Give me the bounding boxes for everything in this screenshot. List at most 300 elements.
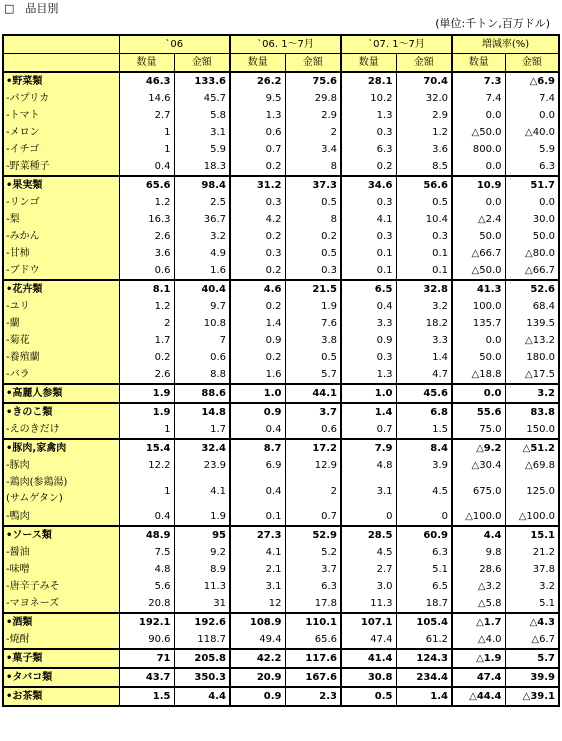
value-cell: 1 <box>119 421 174 439</box>
row-label: -醤油 <box>3 544 119 561</box>
value-cell: 1.4 <box>341 403 396 421</box>
item-row <box>3 349 559 366</box>
value-cell: 1.2 <box>119 298 174 315</box>
value-cell: 0.2 <box>230 349 285 366</box>
value-cell: 16.3 <box>119 211 174 228</box>
value-cell: 192.6 <box>174 613 230 631</box>
row-label: -パプリカ <box>3 90 119 107</box>
value-cell: 675.0 <box>452 474 505 508</box>
value-cell: 1.7 <box>119 332 174 349</box>
value-cell: 8.4 <box>396 439 452 457</box>
value-cell: 10.2 <box>341 90 396 107</box>
value-cell: 3.3 <box>396 332 452 349</box>
value-cell: 47.4 <box>341 631 396 649</box>
value-cell: 2.9 <box>396 107 452 124</box>
value-cell: 17.2 <box>285 439 341 457</box>
header-amt: 金額 <box>396 54 452 73</box>
row-label: •豚肉,家禽肉 <box>3 439 119 457</box>
value-cell: 11.3 <box>174 578 230 595</box>
value-cell: 1.9 <box>285 298 341 315</box>
row-label-line: (サムゲタン) <box>6 493 63 504</box>
value-cell: 5.9 <box>505 141 559 158</box>
value-cell: 3.6 <box>119 245 174 262</box>
value-cell: 0.2 <box>230 298 285 315</box>
category-row <box>3 526 559 544</box>
value-cell: 0.4 <box>230 474 285 508</box>
value-cell: 39.9 <box>505 668 559 687</box>
value-cell: 4.5 <box>396 474 452 508</box>
header-qty: 数量 <box>230 54 285 73</box>
value-cell: 0.5 <box>396 194 452 211</box>
value-cell: 18.2 <box>396 315 452 332</box>
row-label: •タバコ類 <box>3 668 119 687</box>
item-row <box>3 508 559 526</box>
row-label: •酒類 <box>3 613 119 631</box>
header-blank <box>3 35 119 54</box>
value-cell: 5.8 <box>174 107 230 124</box>
value-cell: 2.6 <box>119 228 174 245</box>
value-cell: 1.5 <box>119 687 174 706</box>
value-cell: 48.9 <box>119 526 174 544</box>
value-cell: 5.1 <box>505 595 559 613</box>
value-cell: 8.9 <box>174 561 230 578</box>
value-cell: 105.4 <box>396 613 452 631</box>
value-cell: 12 <box>230 595 285 613</box>
product-table <box>2 34 560 707</box>
value-cell: 0.6 <box>285 421 341 439</box>
category-row <box>3 72 559 90</box>
value-cell: 0.0 <box>452 158 505 176</box>
value-cell: 30.0 <box>505 211 559 228</box>
value-cell: 0.3 <box>341 228 396 245</box>
value-cell: △1.9 <box>452 649 505 668</box>
item-row <box>3 107 559 124</box>
value-cell: 98.4 <box>174 176 230 194</box>
header-qty: 数量 <box>119 54 174 73</box>
value-cell: 4.8 <box>341 457 396 474</box>
header-amt: 金額 <box>505 54 559 73</box>
value-cell: 51.7 <box>505 176 559 194</box>
item-row <box>3 332 559 349</box>
value-cell: 3.2 <box>505 384 559 403</box>
value-cell: 90.6 <box>119 631 174 649</box>
value-cell: 28.5 <box>341 526 396 544</box>
value-cell: 1 <box>119 141 174 158</box>
category-row <box>3 403 559 421</box>
value-cell: 8.7 <box>230 439 285 457</box>
item-row <box>3 421 559 439</box>
value-cell: 8.8 <box>174 366 230 384</box>
value-cell: 0.2 <box>230 228 285 245</box>
value-cell: 41.4 <box>341 649 396 668</box>
item-row <box>3 228 559 245</box>
value-cell: 2 <box>119 315 174 332</box>
item-row <box>3 578 559 595</box>
value-cell: 3.2 <box>396 298 452 315</box>
value-cell: 88.6 <box>174 384 230 403</box>
value-cell: 41.3 <box>452 280 505 298</box>
value-cell: 6.5 <box>396 578 452 595</box>
value-cell: △13.2 <box>505 332 559 349</box>
value-cell: 3.9 <box>396 457 452 474</box>
value-cell: 3.6 <box>396 141 452 158</box>
value-cell: 3.7 <box>285 561 341 578</box>
value-cell: 0.1 <box>396 245 452 262</box>
row-label: -メロン <box>3 124 119 141</box>
value-cell: 1.4 <box>396 687 452 706</box>
category-row <box>3 280 559 298</box>
value-cell: 6.8 <box>396 403 452 421</box>
item-row <box>3 315 559 332</box>
value-cell: 55.6 <box>452 403 505 421</box>
value-cell: 9.2 <box>174 544 230 561</box>
value-cell: 1.0 <box>230 384 285 403</box>
value-cell: 2.9 <box>285 107 341 124</box>
value-cell: 0.0 <box>452 384 505 403</box>
value-cell: 5.9 <box>174 141 230 158</box>
value-cell: 7.4 <box>505 90 559 107</box>
value-cell: 65.6 <box>285 631 341 649</box>
row-label: •果実類 <box>3 176 119 194</box>
value-cell: 1.6 <box>174 262 230 280</box>
value-cell: 7.6 <box>285 315 341 332</box>
value-cell: 10.8 <box>174 315 230 332</box>
value-cell: 42.2 <box>230 649 285 668</box>
value-cell: 83.8 <box>505 403 559 421</box>
value-cell: 150.0 <box>505 421 559 439</box>
value-cell: 6.3 <box>341 141 396 158</box>
value-cell: 0.3 <box>285 262 341 280</box>
header-period-2007-jan-jul: `07. 1～7月 <box>341 35 452 54</box>
value-cell: 3.8 <box>285 332 341 349</box>
value-cell: 2.5 <box>174 194 230 211</box>
value-cell: 2.1 <box>230 561 285 578</box>
value-cell: 100.0 <box>452 298 505 315</box>
category-row <box>3 439 559 457</box>
row-label: -養殖蘭 <box>3 349 119 366</box>
value-cell: 139.5 <box>505 315 559 332</box>
value-cell: 15.1 <box>505 526 559 544</box>
value-cell: 0.2 <box>230 158 285 176</box>
value-cell: 32.4 <box>174 439 230 457</box>
value-cell: 29.8 <box>285 90 341 107</box>
value-cell: 49.4 <box>230 631 285 649</box>
category-row <box>3 613 559 631</box>
item-row <box>3 366 559 384</box>
value-cell: 50.0 <box>452 228 505 245</box>
value-cell: 70.4 <box>396 72 452 90</box>
header-qty: 数量 <box>452 54 505 73</box>
value-cell: 2.7 <box>341 561 396 578</box>
value-cell: 4.5 <box>341 544 396 561</box>
value-cell: 3.7 <box>285 403 341 421</box>
header-row-periods <box>3 35 559 54</box>
value-cell: 61.2 <box>396 631 452 649</box>
value-cell: △4.0 <box>452 631 505 649</box>
row-label: -みかん <box>3 228 119 245</box>
value-cell: 0.7 <box>230 141 285 158</box>
value-cell: 32.8 <box>396 280 452 298</box>
value-cell: 3.1 <box>230 578 285 595</box>
value-cell: 68.4 <box>505 298 559 315</box>
row-label: •菓子類 <box>3 649 119 668</box>
value-cell: 5.7 <box>285 366 341 384</box>
value-cell: 0.9 <box>230 332 285 349</box>
value-cell: 1.2 <box>119 194 174 211</box>
value-cell: 10.4 <box>396 211 452 228</box>
value-cell: 4.8 <box>119 561 174 578</box>
value-cell: 0.1 <box>341 245 396 262</box>
value-cell: 45.7 <box>174 90 230 107</box>
value-cell: 0.5 <box>341 687 396 706</box>
value-cell: 0.5 <box>285 245 341 262</box>
value-cell: 192.1 <box>119 613 174 631</box>
value-cell: 180.0 <box>505 349 559 366</box>
value-cell: 9.8 <box>452 544 505 561</box>
header-period-2006-jan-jul: `06. 1～7月 <box>230 35 341 54</box>
item-row <box>3 262 559 280</box>
row-label: -ユリ <box>3 298 119 315</box>
value-cell: 50.0 <box>505 228 559 245</box>
row-label: -菊花 <box>3 332 119 349</box>
value-cell: △50.0 <box>452 124 505 141</box>
row-label: -ブドウ <box>3 262 119 280</box>
value-cell: 0.3 <box>341 194 396 211</box>
value-cell: 1 <box>119 124 174 141</box>
value-cell: 7.4 <box>452 90 505 107</box>
category-row <box>3 649 559 668</box>
value-cell: 15.4 <box>119 439 174 457</box>
value-cell: 36.7 <box>174 211 230 228</box>
value-cell: 0.2 <box>341 158 396 176</box>
value-cell: 4.4 <box>174 687 230 706</box>
item-row <box>3 544 559 561</box>
value-cell: 4.4 <box>452 526 505 544</box>
value-cell: 0.2 <box>285 228 341 245</box>
value-cell: 1.3 <box>341 366 396 384</box>
value-cell: 2 <box>285 474 341 508</box>
header-row-measures <box>3 54 559 73</box>
value-cell: 37.3 <box>285 176 341 194</box>
value-cell: 71 <box>119 649 174 668</box>
value-cell: 4.9 <box>174 245 230 262</box>
row-label: -えのきだけ <box>3 421 119 439</box>
value-cell: 2 <box>285 124 341 141</box>
value-cell: 46.3 <box>119 72 174 90</box>
value-cell: △1.7 <box>452 613 505 631</box>
row-label: -梨 <box>3 211 119 228</box>
item-row <box>3 245 559 262</box>
value-cell: 1.0 <box>341 384 396 403</box>
value-cell: 7.9 <box>341 439 396 457</box>
value-cell: 0.0 <box>452 194 505 211</box>
value-cell: 4.7 <box>396 366 452 384</box>
item-row <box>3 298 559 315</box>
value-cell: 117.6 <box>285 649 341 668</box>
value-cell: 3.1 <box>341 474 396 508</box>
value-cell: △17.5 <box>505 366 559 384</box>
value-cell: 0.1 <box>396 262 452 280</box>
value-cell: 1.2 <box>396 124 452 141</box>
value-cell: 0.6 <box>230 124 285 141</box>
item-row <box>3 631 559 649</box>
value-cell: 8 <box>285 158 341 176</box>
value-cell: 4.6 <box>230 280 285 298</box>
section-title: □ 品目別 <box>4 2 59 15</box>
header-amt: 金額 <box>285 54 341 73</box>
value-cell: 5.2 <box>285 544 341 561</box>
row-label: -トマト <box>3 107 119 124</box>
value-cell: 0.4 <box>230 421 285 439</box>
value-cell: 3.2 <box>174 228 230 245</box>
row-label: -鴨肉 <box>3 508 119 526</box>
value-cell: 0.9 <box>230 687 285 706</box>
value-cell: 18.3 <box>174 158 230 176</box>
row-label: -野菜種子 <box>3 158 119 176</box>
value-cell: 50.0 <box>452 349 505 366</box>
value-cell: 800.0 <box>452 141 505 158</box>
unit-note: (単位:千トン,百万ドル) <box>435 17 550 30</box>
item-row <box>3 595 559 613</box>
value-cell: 1.3 <box>341 107 396 124</box>
value-cell: 6.3 <box>505 158 559 176</box>
item-row <box>3 90 559 107</box>
row-label: -リンゴ <box>3 194 119 211</box>
value-cell: 1.4 <box>230 315 285 332</box>
value-cell: 1.6 <box>230 366 285 384</box>
value-cell: 9.5 <box>230 90 285 107</box>
item-row <box>3 457 559 474</box>
value-cell: 65.6 <box>119 176 174 194</box>
value-cell: 21.5 <box>285 280 341 298</box>
value-cell: 52.6 <box>505 280 559 298</box>
value-cell: 3.1 <box>174 124 230 141</box>
item-row <box>3 474 559 508</box>
item-row <box>3 141 559 158</box>
value-cell: 12.2 <box>119 457 174 474</box>
value-cell: 20.9 <box>230 668 285 687</box>
value-cell: 14.8 <box>174 403 230 421</box>
item-row <box>3 211 559 228</box>
value-cell: 7 <box>174 332 230 349</box>
value-cell: △66.7 <box>505 262 559 280</box>
value-cell: △66.7 <box>452 245 505 262</box>
value-cell: 34.6 <box>341 176 396 194</box>
value-cell: 0.2 <box>119 349 174 366</box>
row-label: •花卉類 <box>3 280 119 298</box>
value-cell: 0.0 <box>505 194 559 211</box>
value-cell: △40.0 <box>505 124 559 141</box>
value-cell: 31.2 <box>230 176 285 194</box>
value-cell: 5.6 <box>119 578 174 595</box>
value-cell: △50.0 <box>452 262 505 280</box>
value-cell: 47.4 <box>452 668 505 687</box>
header-blank <box>3 54 119 73</box>
value-cell: 10.9 <box>452 176 505 194</box>
value-cell: △100.0 <box>505 508 559 526</box>
value-cell: 0.3 <box>230 194 285 211</box>
value-cell: △6.9 <box>505 72 559 90</box>
value-cell: △9.2 <box>452 439 505 457</box>
row-label: •きのこ類 <box>3 403 119 421</box>
row-label <box>3 474 119 508</box>
category-row <box>3 687 559 706</box>
table-body <box>3 35 559 706</box>
value-cell: △51.2 <box>505 439 559 457</box>
value-cell: 3.0 <box>341 578 396 595</box>
value-cell: 0.1 <box>341 262 396 280</box>
value-cell: 23.9 <box>174 457 230 474</box>
value-cell: 8.1 <box>119 280 174 298</box>
value-cell: 2.7 <box>119 107 174 124</box>
value-cell: 135.7 <box>452 315 505 332</box>
value-cell: △100.0 <box>452 508 505 526</box>
value-cell: △4.3 <box>505 613 559 631</box>
value-cell: 95 <box>174 526 230 544</box>
row-label: -唐辛子みそ <box>3 578 119 595</box>
value-cell: 8 <box>285 211 341 228</box>
value-cell: △18.8 <box>452 366 505 384</box>
value-cell: 0.6 <box>174 349 230 366</box>
value-cell: 6.9 <box>230 457 285 474</box>
value-cell: 28.1 <box>341 72 396 90</box>
item-row <box>3 561 559 578</box>
value-cell: 0.4 <box>341 298 396 315</box>
value-cell: △80.0 <box>505 245 559 262</box>
value-cell: 8.5 <box>396 158 452 176</box>
value-cell: 5.1 <box>396 561 452 578</box>
value-cell: 0.3 <box>230 245 285 262</box>
value-cell: 0.7 <box>341 421 396 439</box>
value-cell: △3.2 <box>452 578 505 595</box>
value-cell: 43.7 <box>119 668 174 687</box>
value-cell: 17.8 <box>285 595 341 613</box>
value-cell: 37.8 <box>505 561 559 578</box>
item-row <box>3 124 559 141</box>
category-row <box>3 384 559 403</box>
value-cell: △6.7 <box>505 631 559 649</box>
row-label: •高麗人参類 <box>3 384 119 403</box>
row-label: -甘柿 <box>3 245 119 262</box>
row-label: -焼酎 <box>3 631 119 649</box>
value-cell: 3.2 <box>505 578 559 595</box>
value-cell: 0.6 <box>119 262 174 280</box>
header-qty: 数量 <box>341 54 396 73</box>
value-cell: 110.1 <box>285 613 341 631</box>
value-cell: 0.9 <box>230 403 285 421</box>
value-cell: 1.3 <box>230 107 285 124</box>
value-cell: 133.6 <box>174 72 230 90</box>
value-cell: 1.9 <box>174 508 230 526</box>
value-cell: 30.8 <box>341 668 396 687</box>
value-cell: 1.7 <box>174 421 230 439</box>
value-cell: 6.3 <box>285 578 341 595</box>
value-cell: 0.2 <box>230 262 285 280</box>
value-cell: 118.7 <box>174 631 230 649</box>
value-cell: 1.9 <box>119 403 174 421</box>
value-cell: 0.3 <box>341 124 396 141</box>
value-cell: 60.9 <box>396 526 452 544</box>
value-cell: 21.2 <box>505 544 559 561</box>
row-label: -イチゴ <box>3 141 119 158</box>
header-amt: 金額 <box>174 54 230 73</box>
category-row <box>3 176 559 194</box>
row-label: •野菜類 <box>3 72 119 90</box>
value-cell: 0.4 <box>119 158 174 176</box>
value-cell: 0 <box>341 508 396 526</box>
row-label: •ソース類 <box>3 526 119 544</box>
value-cell: 167.6 <box>285 668 341 687</box>
